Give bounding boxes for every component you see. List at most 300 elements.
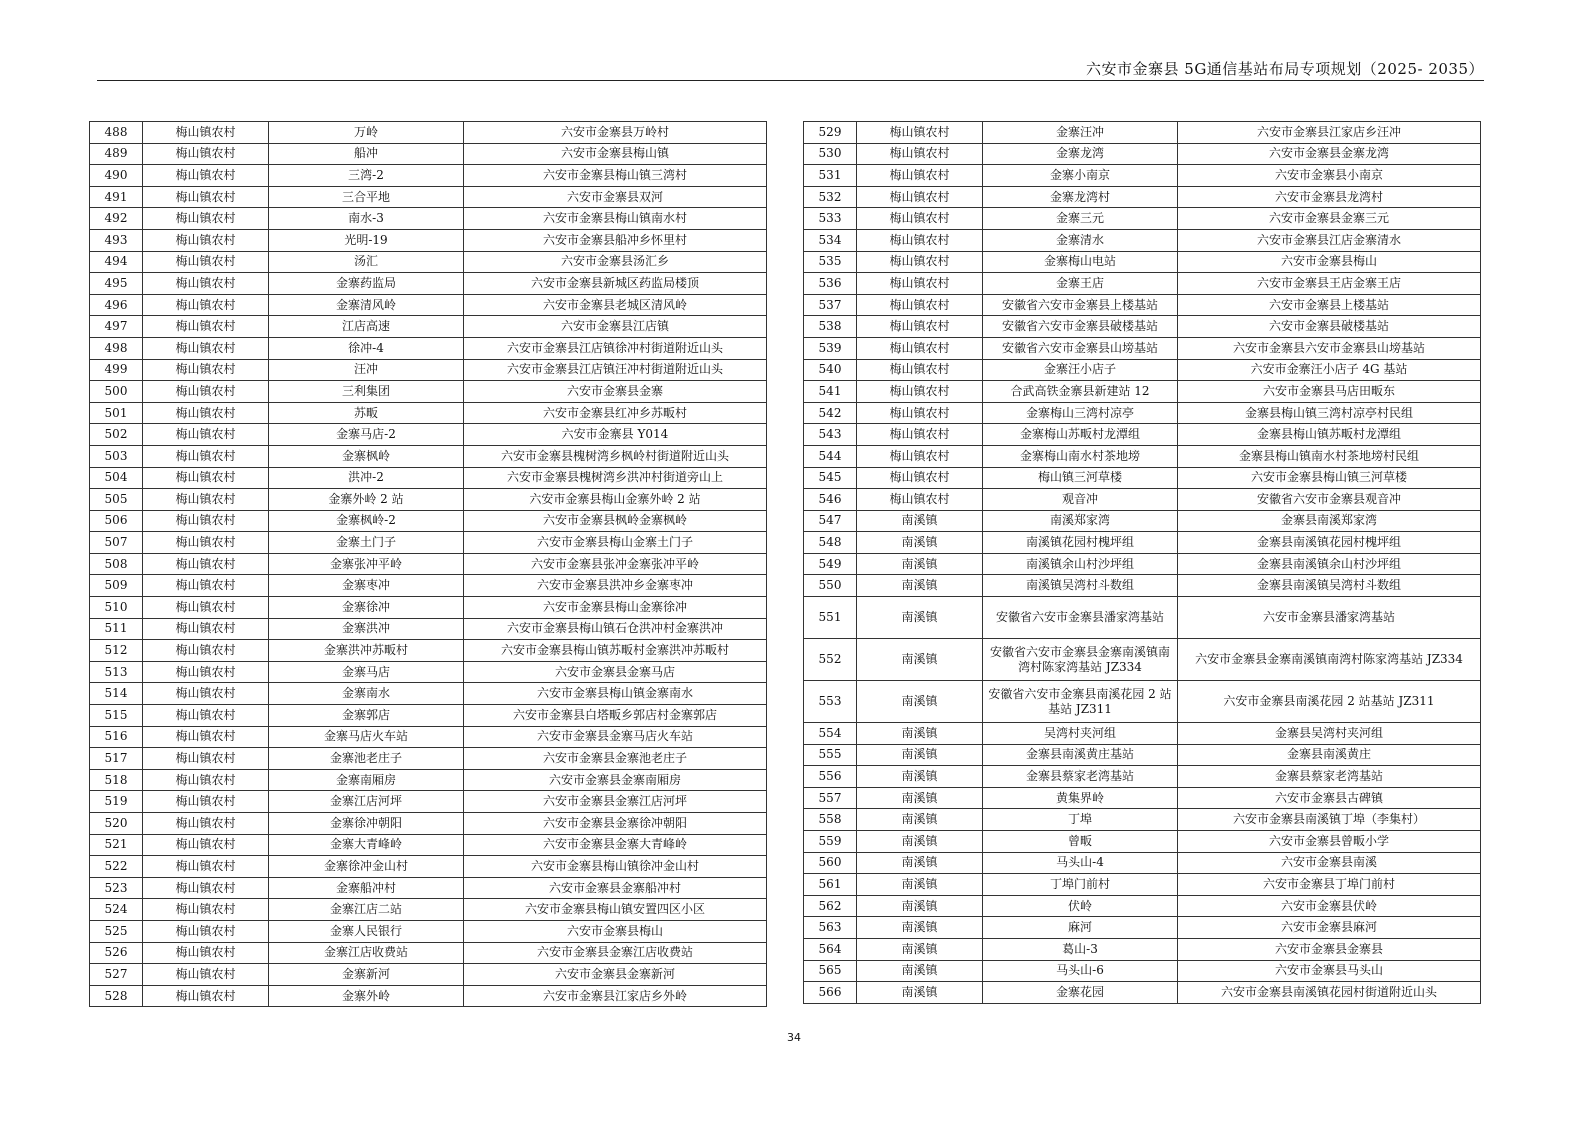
address-cell: 六安市金寨县金寨龙湾 <box>1178 143 1481 165</box>
row-number-cell: 536 <box>804 273 857 295</box>
town-cell: 梅山镇农村 <box>143 834 269 856</box>
address-cell: 六安市金寨县金寨江店河坪 <box>464 791 767 813</box>
table-row <box>90 424 767 446</box>
station-name-cell: 金寨汪冲 <box>983 122 1178 144</box>
station-name-cell: 船冲 <box>269 143 464 165</box>
table-row <box>804 316 1481 338</box>
town-cell: 梅山镇农村 <box>143 337 269 359</box>
town-cell: 梅山镇农村 <box>857 489 983 511</box>
row-number-cell: 554 <box>804 723 857 745</box>
station-name-cell: 金寨外岭 <box>269 985 464 1007</box>
town-cell: 梅山镇农村 <box>143 186 269 208</box>
table-row <box>90 791 767 813</box>
document-header-title: 六安市金寨县 5G通信基站布局专项规划（2025- 2035） <box>1086 60 1484 78</box>
address-cell: 六安市金寨县潘家湾基站 <box>1178 597 1481 639</box>
row-number-cell: 494 <box>90 251 143 273</box>
table-row <box>90 510 767 532</box>
header-divider <box>97 80 1484 81</box>
address-cell: 六安市金寨县南溪镇花园村街道附近山头 <box>1178 982 1481 1004</box>
town-cell: 梅山镇农村 <box>143 489 269 511</box>
town-cell: 梅山镇农村 <box>143 683 269 705</box>
town-cell: 南溪镇 <box>857 917 983 939</box>
row-number-cell: 521 <box>90 834 143 856</box>
row-number-cell: 555 <box>804 744 857 766</box>
station-name-cell: 汤汇 <box>269 251 464 273</box>
station-table-right <box>803 121 1481 1004</box>
row-number-cell: 496 <box>90 294 143 316</box>
station-name-cell: 南溪镇余山村沙坪组 <box>983 553 1178 575</box>
town-cell: 南溪镇 <box>857 532 983 554</box>
row-number-cell: 540 <box>804 359 857 381</box>
town-cell: 梅山镇农村 <box>143 769 269 791</box>
address-cell: 六安市金寨县双河 <box>464 186 767 208</box>
address-cell: 六安市金寨县梅山镇苏畈村金寨洪冲苏畈村 <box>464 640 767 662</box>
station-name-cell: 金寨徐冲 <box>269 597 464 619</box>
table-row <box>804 510 1481 532</box>
table-row <box>90 985 767 1007</box>
table-row <box>90 359 767 381</box>
row-number-cell: 528 <box>90 985 143 1007</box>
row-number-cell: 551 <box>804 597 857 639</box>
address-cell: 六安市金寨县金寨船冲村 <box>464 877 767 899</box>
row-number-cell: 562 <box>804 895 857 917</box>
row-number-cell: 493 <box>90 229 143 251</box>
station-name-cell: 金寨马店 <box>269 661 464 683</box>
town-cell: 梅山镇农村 <box>143 899 269 921</box>
row-number-cell: 553 <box>804 681 857 723</box>
station-name-cell: 安徽省六安市金寨县南溪花园 2 站基站 JZ311 <box>983 681 1178 723</box>
address-cell: 六安市金寨县上楼基站 <box>1178 294 1481 316</box>
address-cell: 六安市金寨县南溪花园 2 站基站 JZ311 <box>1178 681 1481 723</box>
town-cell: 梅山镇农村 <box>143 445 269 467</box>
town-cell: 梅山镇农村 <box>143 942 269 964</box>
station-name-cell: 金寨郭店 <box>269 705 464 727</box>
table-row <box>90 143 767 165</box>
row-number-cell: 558 <box>804 809 857 831</box>
table-row <box>804 939 1481 961</box>
table-row <box>90 877 767 899</box>
row-number-cell: 541 <box>804 381 857 403</box>
station-name-cell: 金寨清风岭 <box>269 294 464 316</box>
table-row <box>804 122 1481 144</box>
town-cell: 梅山镇农村 <box>143 640 269 662</box>
table-row <box>90 553 767 575</box>
town-cell: 梅山镇农村 <box>857 337 983 359</box>
station-name-cell: 黄集界岭 <box>983 787 1178 809</box>
table-row <box>804 809 1481 831</box>
town-cell: 梅山镇农村 <box>143 532 269 554</box>
station-name-cell: 金寨县蔡家老湾基站 <box>983 766 1178 788</box>
address-cell: 六安市金寨县江店金寨清水 <box>1178 229 1481 251</box>
town-cell: 南溪镇 <box>857 874 983 896</box>
address-cell: 六安市金寨县红冲乡苏畈村 <box>464 402 767 424</box>
town-cell: 南溪镇 <box>857 553 983 575</box>
station-name-cell: 金寨洪冲 <box>269 618 464 640</box>
town-cell: 梅山镇农村 <box>143 510 269 532</box>
table-row <box>90 208 767 230</box>
station-name-cell: 丁埠门前村 <box>983 874 1178 896</box>
row-number-cell: 491 <box>90 186 143 208</box>
table-row <box>804 766 1481 788</box>
address-cell: 六安市金寨县枫岭金寨枫岭 <box>464 510 767 532</box>
row-number-cell: 499 <box>90 359 143 381</box>
address-cell: 六安市金寨县船冲乡怀里村 <box>464 229 767 251</box>
row-number-cell: 511 <box>90 618 143 640</box>
town-cell: 梅山镇农村 <box>143 316 269 338</box>
town-cell: 南溪镇 <box>857 895 983 917</box>
address-cell: 金寨县南溪郑家湾 <box>1178 510 1481 532</box>
town-cell: 梅山镇农村 <box>143 920 269 942</box>
table-row <box>804 723 1481 745</box>
row-number-cell: 490 <box>90 165 143 187</box>
town-cell: 南溪镇 <box>857 831 983 853</box>
town-cell: 梅山镇农村 <box>143 424 269 446</box>
row-number-cell: 497 <box>90 316 143 338</box>
row-number-cell: 545 <box>804 467 857 489</box>
town-cell: 梅山镇农村 <box>143 575 269 597</box>
row-number-cell: 548 <box>804 532 857 554</box>
town-cell: 梅山镇农村 <box>857 273 983 295</box>
address-cell: 金寨县梅山镇三湾村凉亭村民组 <box>1178 402 1481 424</box>
address-cell: 六安市金寨县麻河 <box>1178 917 1481 939</box>
town-cell: 梅山镇农村 <box>143 208 269 230</box>
address-cell: 六安市金寨县梅山镇安置四区小区 <box>464 899 767 921</box>
table-row <box>804 575 1481 597</box>
address-cell: 六安市金寨县金寨马店火车站 <box>464 726 767 748</box>
town-cell: 南溪镇 <box>857 597 983 639</box>
town-cell: 梅山镇农村 <box>143 985 269 1007</box>
row-number-cell: 515 <box>90 705 143 727</box>
address-cell: 六安市金寨县金寨江店收费站 <box>464 942 767 964</box>
town-cell: 梅山镇农村 <box>143 597 269 619</box>
address-cell: 六安市金寨县槐树湾乡枫岭村街道附近山头 <box>464 445 767 467</box>
station-name-cell: 金寨南厢房 <box>269 769 464 791</box>
town-cell: 梅山镇农村 <box>857 381 983 403</box>
station-name-cell: 三湾-2 <box>269 165 464 187</box>
town-cell: 梅山镇农村 <box>857 229 983 251</box>
row-number-cell: 512 <box>90 640 143 662</box>
address-cell: 六安市金寨县马店田畈东 <box>1178 381 1481 403</box>
town-cell: 梅山镇农村 <box>857 316 983 338</box>
table-row <box>90 532 767 554</box>
table-row <box>90 640 767 662</box>
table-row <box>804 489 1481 511</box>
address-cell: 金寨县南溪黄庄 <box>1178 744 1481 766</box>
town-cell: 梅山镇农村 <box>857 208 983 230</box>
table-row <box>804 852 1481 874</box>
address-cell: 六安市金寨县江店镇 <box>464 316 767 338</box>
station-name-cell: 徐冲-4 <box>269 337 464 359</box>
table-row <box>90 618 767 640</box>
address-cell: 六安市金寨县梅山金寨徐冲 <box>464 597 767 619</box>
station-name-cell: 安徽省六安市金寨县潘家湾基站 <box>983 597 1178 639</box>
table-row <box>804 639 1481 681</box>
station-name-cell: 金寨徐冲朝阳 <box>269 813 464 835</box>
town-cell: 南溪镇 <box>857 982 983 1004</box>
table-row <box>804 553 1481 575</box>
table-row <box>90 856 767 878</box>
table-row <box>804 744 1481 766</box>
row-number-cell: 502 <box>90 424 143 446</box>
table-row <box>90 813 767 835</box>
table-row <box>90 575 767 597</box>
town-cell: 梅山镇农村 <box>143 705 269 727</box>
row-number-cell: 488 <box>90 122 143 144</box>
address-cell: 六安市金寨县古碑镇 <box>1178 787 1481 809</box>
table-row <box>804 381 1481 403</box>
address-cell: 六安市金寨县六安市金寨县山塝基站 <box>1178 337 1481 359</box>
station-name-cell: 吴湾村夹河组 <box>983 723 1178 745</box>
station-name-cell: 金寨大青峰岭 <box>269 834 464 856</box>
table-row <box>90 597 767 619</box>
town-cell: 南溪镇 <box>857 939 983 961</box>
table-row <box>804 251 1481 273</box>
town-cell: 南溪镇 <box>857 960 983 982</box>
row-number-cell: 506 <box>90 510 143 532</box>
station-name-cell: 金寨清水 <box>983 229 1178 251</box>
station-name-cell: 金寨县南溪黄庄基站 <box>983 744 1178 766</box>
station-name-cell: 苏畈 <box>269 402 464 424</box>
row-number-cell: 552 <box>804 639 857 681</box>
table-row <box>90 899 767 921</box>
station-name-cell: 金寨江店二站 <box>269 899 464 921</box>
row-number-cell: 501 <box>90 402 143 424</box>
table-row <box>90 748 767 770</box>
address-cell: 六安市金寨县马头山 <box>1178 960 1481 982</box>
town-cell: 梅山镇农村 <box>857 165 983 187</box>
table-row <box>804 532 1481 554</box>
table-row <box>90 337 767 359</box>
row-number-cell: 524 <box>90 899 143 921</box>
address-cell: 六安市金寨县金寨新河 <box>464 964 767 986</box>
row-number-cell: 492 <box>90 208 143 230</box>
address-cell: 六安市金寨县 Y014 <box>464 424 767 446</box>
table-row <box>90 165 767 187</box>
row-number-cell: 539 <box>804 337 857 359</box>
town-cell: 南溪镇 <box>857 809 983 831</box>
address-cell: 六安市金寨县金寨南厢房 <box>464 769 767 791</box>
row-number-cell: 527 <box>90 964 143 986</box>
row-number-cell: 546 <box>804 489 857 511</box>
table-row <box>90 251 767 273</box>
row-number-cell: 489 <box>90 143 143 165</box>
station-name-cell: 梅山镇三河草楼 <box>983 467 1178 489</box>
row-number-cell: 538 <box>804 316 857 338</box>
table-row <box>804 359 1481 381</box>
town-cell: 梅山镇农村 <box>143 294 269 316</box>
table-row <box>90 467 767 489</box>
town-cell: 梅山镇农村 <box>857 143 983 165</box>
address-cell: 金寨县吴湾村夹河组 <box>1178 723 1481 745</box>
table-row <box>804 895 1481 917</box>
table-row <box>804 143 1481 165</box>
station-name-cell: 麻河 <box>983 917 1178 939</box>
address-cell: 六安市金寨县梅山 <box>1178 251 1481 273</box>
row-number-cell: 507 <box>90 532 143 554</box>
address-cell: 六安市金寨县金寨 <box>464 381 767 403</box>
station-name-cell: 安徽省六安市金寨县上楼基站 <box>983 294 1178 316</box>
row-number-cell: 547 <box>804 510 857 532</box>
station-name-cell: 汪冲 <box>269 359 464 381</box>
station-name-cell: 金寨枣冲 <box>269 575 464 597</box>
station-name-cell: 马头山-6 <box>983 960 1178 982</box>
station-name-cell: 金寨池老庄子 <box>269 748 464 770</box>
station-name-cell: 金寨枫岭-2 <box>269 510 464 532</box>
station-name-cell: 金寨马店火车站 <box>269 726 464 748</box>
row-number-cell: 519 <box>90 791 143 813</box>
town-cell: 梅山镇农村 <box>143 553 269 575</box>
town-cell: 梅山镇农村 <box>143 229 269 251</box>
town-cell: 梅山镇农村 <box>143 143 269 165</box>
address-cell: 六安市金寨县丁埠门前村 <box>1178 874 1481 896</box>
town-cell: 梅山镇农村 <box>143 618 269 640</box>
table-row <box>90 402 767 424</box>
row-number-cell: 518 <box>90 769 143 791</box>
table-row <box>804 337 1481 359</box>
row-number-cell: 522 <box>90 856 143 878</box>
station-name-cell: 金寨枫岭 <box>269 445 464 467</box>
station-name-cell: 金寨王店 <box>983 273 1178 295</box>
town-cell: 梅山镇农村 <box>857 402 983 424</box>
address-cell: 六安市金寨县金寨徐冲朝阳 <box>464 813 767 835</box>
station-name-cell: 丁埠 <box>983 809 1178 831</box>
row-number-cell: 498 <box>90 337 143 359</box>
table-row <box>804 445 1481 467</box>
address-cell: 六安市金寨县金寨三元 <box>1178 208 1481 230</box>
address-cell: 安徽省六安市金寨县观音冲 <box>1178 489 1481 511</box>
address-cell: 六安市金寨县梅山镇石仓洪冲村金寨洪冲 <box>464 618 767 640</box>
station-name-cell: 安徽省六安市金寨县金寨南溪镇南湾村陈家湾基站 JZ334 <box>983 639 1178 681</box>
town-cell: 梅山镇农村 <box>143 748 269 770</box>
table-row <box>804 186 1481 208</box>
station-name-cell: 万岭 <box>269 122 464 144</box>
station-name-cell: 金寨船冲村 <box>269 877 464 899</box>
town-cell: 梅山镇农村 <box>857 186 983 208</box>
table-row <box>804 467 1481 489</box>
table-row <box>90 834 767 856</box>
station-name-cell: 金寨徐冲金山村 <box>269 856 464 878</box>
station-name-cell: 金寨花园 <box>983 982 1178 1004</box>
station-name-cell: 金寨江店河坪 <box>269 791 464 813</box>
station-name-cell: 金寨人民银行 <box>269 920 464 942</box>
table-row <box>804 917 1481 939</box>
station-name-cell: 金寨南水 <box>269 683 464 705</box>
page-number: 34 <box>787 1031 801 1044</box>
station-name-cell: 江店高速 <box>269 316 464 338</box>
address-cell: 六安市金寨县洪冲乡金寨枣冲 <box>464 575 767 597</box>
table-row <box>804 424 1481 446</box>
station-name-cell: 金寨张冲平岭 <box>269 553 464 575</box>
station-name-cell: 南溪郑家湾 <box>983 510 1178 532</box>
station-name-cell: 安徽省六安市金寨县山塝基站 <box>983 337 1178 359</box>
table-row <box>804 294 1481 316</box>
town-cell: 梅山镇农村 <box>857 359 983 381</box>
station-name-cell: 光明-19 <box>269 229 464 251</box>
town-cell: 梅山镇农村 <box>143 273 269 295</box>
table-row <box>804 165 1481 187</box>
address-cell: 六安市金寨县江店镇徐冲村街道附近山头 <box>464 337 767 359</box>
town-cell: 梅山镇农村 <box>143 726 269 748</box>
row-number-cell: 523 <box>90 877 143 899</box>
row-number-cell: 559 <box>804 831 857 853</box>
station-name-cell: 安徽省六安市金寨县破楼基站 <box>983 316 1178 338</box>
address-cell: 六安市金寨县小南京 <box>1178 165 1481 187</box>
table-row <box>804 208 1481 230</box>
table-row <box>804 273 1481 295</box>
town-cell: 梅山镇农村 <box>143 856 269 878</box>
table-row <box>804 229 1481 251</box>
table-row <box>804 597 1481 639</box>
town-cell: 梅山镇农村 <box>143 251 269 273</box>
row-number-cell: 550 <box>804 575 857 597</box>
row-number-cell: 565 <box>804 960 857 982</box>
address-cell: 六安市金寨县槐树湾乡洪冲村街道旁山上 <box>464 467 767 489</box>
row-number-cell: 509 <box>90 575 143 597</box>
row-number-cell: 563 <box>804 917 857 939</box>
row-number-cell: 542 <box>804 402 857 424</box>
town-cell: 南溪镇 <box>857 787 983 809</box>
address-cell: 金寨县南溪镇花园村槐坪组 <box>1178 532 1481 554</box>
address-cell: 六安市金寨县万岭村 <box>464 122 767 144</box>
town-cell: 梅山镇农村 <box>857 122 983 144</box>
table-row <box>90 381 767 403</box>
address-cell: 金寨县南溪镇余山村沙坪组 <box>1178 553 1481 575</box>
station-name-cell: 金寨新河 <box>269 964 464 986</box>
row-number-cell: 505 <box>90 489 143 511</box>
address-cell: 六安市金寨汪小店子 4G 基站 <box>1178 359 1481 381</box>
address-cell: 六安市金寨县金寨大青峰岭 <box>464 834 767 856</box>
station-name-cell: 金寨土门子 <box>269 532 464 554</box>
row-number-cell: 504 <box>90 467 143 489</box>
table-row <box>804 831 1481 853</box>
station-name-cell: 南溪镇花园村槐坪组 <box>983 532 1178 554</box>
row-number-cell: 503 <box>90 445 143 467</box>
address-cell: 金寨县梅山镇苏畈村龙潭组 <box>1178 424 1481 446</box>
station-name-cell: 金寨龙湾 <box>983 143 1178 165</box>
town-cell: 梅山镇农村 <box>143 661 269 683</box>
town-cell: 梅山镇农村 <box>857 424 983 446</box>
row-number-cell: 560 <box>804 852 857 874</box>
station-name-cell: 伏岭 <box>983 895 1178 917</box>
table-row <box>90 964 767 986</box>
address-cell: 六安市金寨县江店镇汪冲村街道附近山头 <box>464 359 767 381</box>
address-cell: 六安市金寨县南溪镇丁埠（李集村） <box>1178 809 1481 831</box>
address-cell: 六安市金寨县新城区药监局楼顶 <box>464 273 767 295</box>
station-name-cell: 金寨洪冲苏畈村 <box>269 640 464 662</box>
address-cell: 六安市金寨县伏岭 <box>1178 895 1481 917</box>
address-cell: 六安市金寨县金寨马店 <box>464 661 767 683</box>
address-cell: 六安市金寨县梅山镇三河草楼 <box>1178 467 1481 489</box>
address-cell: 六安市金寨县张冲金寨张冲平岭 <box>464 553 767 575</box>
station-name-cell: 金寨汪小店子 <box>983 359 1178 381</box>
town-cell: 梅山镇农村 <box>857 251 983 273</box>
row-number-cell: 500 <box>90 381 143 403</box>
town-cell: 梅山镇农村 <box>143 381 269 403</box>
row-number-cell: 535 <box>804 251 857 273</box>
row-number-cell: 508 <box>90 553 143 575</box>
table-row <box>90 942 767 964</box>
row-number-cell: 510 <box>90 597 143 619</box>
town-cell: 南溪镇 <box>857 744 983 766</box>
table-row <box>90 726 767 748</box>
address-cell: 六安市金寨县王店金寨王店 <box>1178 273 1481 295</box>
row-number-cell: 532 <box>804 186 857 208</box>
station-name-cell: 马头山-4 <box>983 852 1178 874</box>
address-cell: 六安市金寨县南溪 <box>1178 852 1481 874</box>
row-number-cell: 549 <box>804 553 857 575</box>
station-name-cell: 金寨龙湾村 <box>983 186 1178 208</box>
station-name-cell: 金寨小南京 <box>983 165 1178 187</box>
